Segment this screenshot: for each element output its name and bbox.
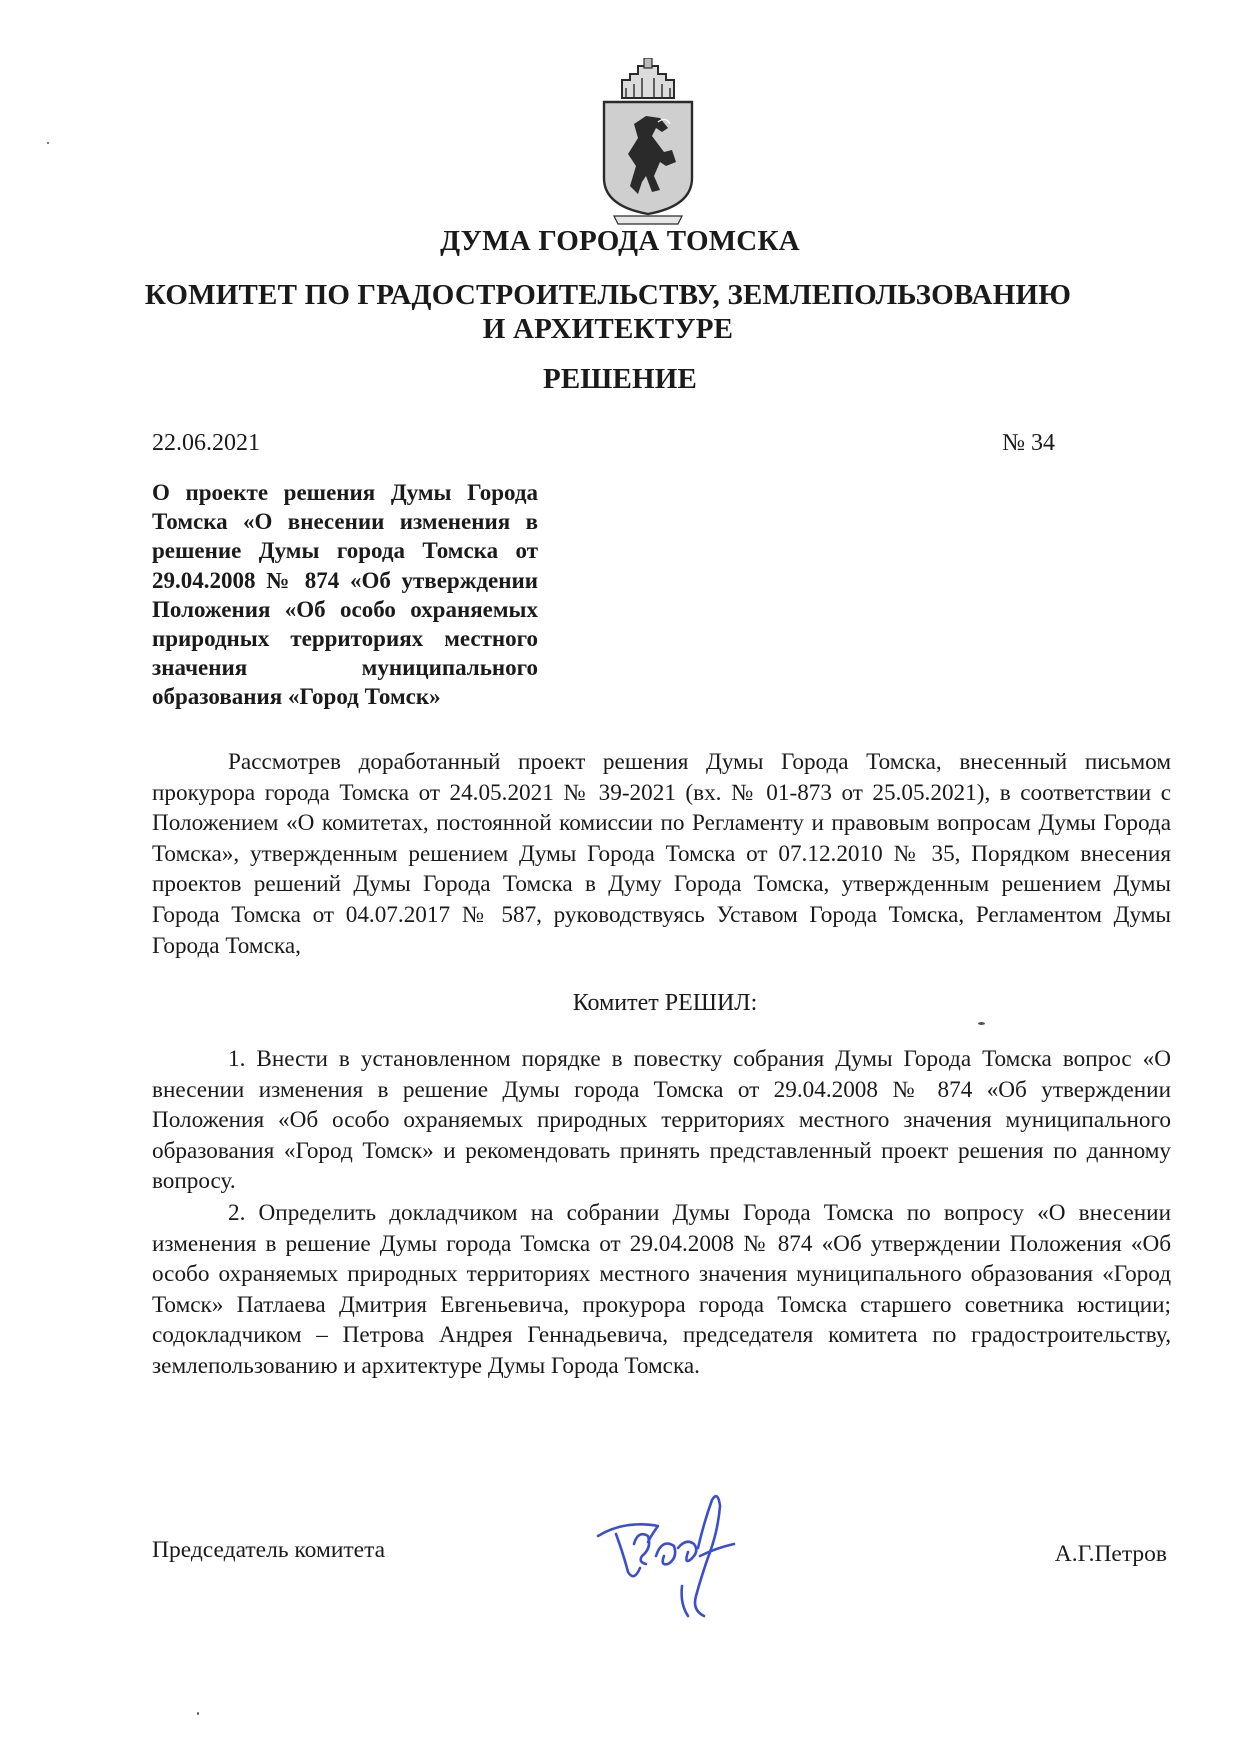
resolved-heading: Комитет РЕШИЛ:	[572, 990, 758, 1016]
document-date: 22.06.2021	[152, 430, 260, 456]
scan-speck	[978, 1022, 985, 1025]
committee-title-line1: КОМИТЕТ ПО ГРАДОСТРОИТЕЛЬСТВУ, ЗЕМЛЕПОЛЬЗОВАНИЮ	[144, 279, 1072, 311]
document-subject: О проекте решения Думы Города Томска «О внесении изменения в решение Думы города Томска от 29.04.2008 № 874 «Об утверждении Положения «Об особо охраняемых природных территориях местного значения муниципального образования «Город Томск»	[152, 480, 538, 710]
tomsk-coat-of-arms-icon	[598, 58, 698, 226]
resolution-item-1: 1. Внести в установленном порядке в повестку собрания Думы Города Томска вопрос «О внесении изменения в решение Думы города Томска от 29.04.2008 № 874 «Об утверждении Положения «Об особо охраняемых природных территориях местного значения муниципального образования «Город Томск» и рекомендовать принять представленный проект решения по данному вопросу.	[152, 1046, 1171, 1195]
scan-speck	[197, 1712, 199, 1715]
signatory-name: А.Г.Петров	[1054, 1541, 1167, 1567]
committee-title-line2: И АРХИТЕКТУРЕ	[482, 313, 734, 345]
preamble	[152, 747, 1171, 961]
document-number: № 34	[1002, 430, 1055, 456]
resolution-items	[152, 1044, 1171, 1382]
document-type: РЕШЕНИЕ	[542, 363, 698, 395]
scan-speck	[47, 142, 49, 144]
signatory-role: Председатель комитета	[152, 1537, 386, 1563]
organization-title: ДУМА ГОРОДА ТОМСКА	[440, 225, 800, 257]
resolution-item-2: 2. Определить докладчиком на собрании Думы Города Томска по вопросу «О внесении изменения в решение Думы города Томска от 29.04.2008 № 874 «Об утверждении Положения «Об особо охраняемых природных территориях местного значения муниципального образования «Город Томск» Патлаева Дмитрия Евгеньевича, прокурора города Томска старшего советника юстиции; содокладчиком – Петрова Андрея Геннадьевича, председателя комитета по градостроительству, землепользованию и архитектуре Думы Города Томска.	[152, 1199, 1171, 1379]
handwritten-signature-icon	[594, 1486, 804, 1626]
preamble-paragraph: Рассмотрев доработанный проект решения Думы Города Томска, внесенный письмом прокурора города Томска от 24.05.2021 № 39-2021 (вх. № 01-873 от 25.05.2021), в соответствии с Положением «О комитетах, постоянной комиссии по Регламенту и правовым вопросам Думы Города Томска», утвержденным решением Думы Города Томска от 07.12.2010 № 35, Порядком внесения проектов решений Думы Города Томска в Думу Города Томска, утвержденным решением Думы Города Томска от 04.07.2017 № 587, руководствуясь Уставом Города Томска, Регламентом Думы Города Томска,	[152, 749, 1171, 959]
committee-title	[0, 278, 1216, 346]
